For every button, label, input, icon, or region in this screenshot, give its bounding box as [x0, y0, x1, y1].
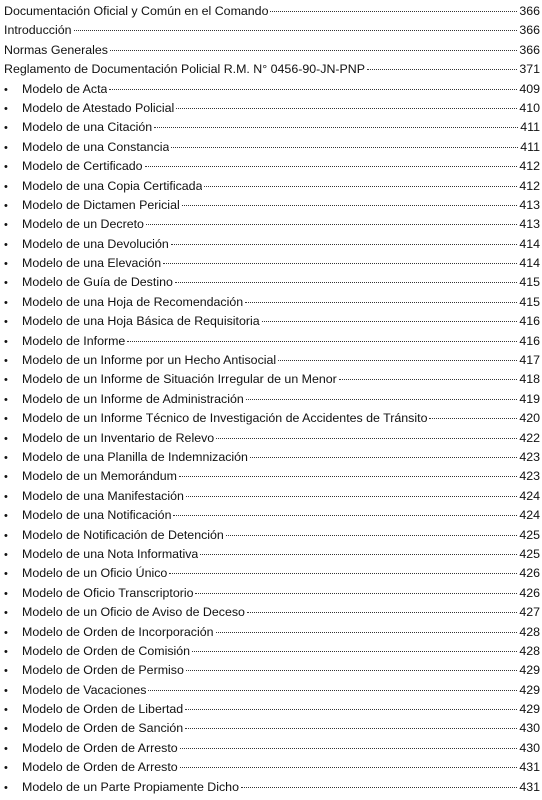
dot-leader — [179, 476, 517, 477]
toc-entry-page-number: 426 — [519, 566, 540, 581]
bullet-icon: • — [4, 413, 8, 426]
dot-leader — [176, 108, 517, 109]
toc-entry-title: Modelo de Orden de Sanción — [22, 721, 184, 736]
dot-leader — [171, 147, 518, 148]
toc-entry-title: Modelo de Orden de Incorporación — [22, 624, 214, 639]
toc-entry-title: Modelo de Orden de Libertad — [22, 702, 184, 717]
toc-entry[interactable] — [4, 273, 540, 292]
bullet-icon: • — [4, 490, 8, 503]
toc-entry-title: Modelo de Acta — [22, 81, 108, 96]
toc-entry[interactable] — [4, 719, 540, 738]
dot-leader — [245, 302, 517, 303]
toc-entry[interactable] — [4, 2, 540, 21]
toc-entry-title: Introducción — [4, 23, 72, 38]
toc-entry-title: Modelo de una Copia Certificada — [22, 178, 203, 193]
dot-leader — [186, 496, 517, 497]
toc-entry-page-number: 412 — [519, 159, 540, 174]
toc-entry[interactable] — [4, 526, 540, 545]
toc-entry-title: Modelo de Informe — [22, 333, 126, 348]
dot-leader — [145, 166, 518, 167]
toc-entry-title: Modelo de una Devolución — [22, 236, 169, 251]
toc-entry-title: Modelo de Atestado Policial — [22, 100, 175, 115]
bullet-icon: • — [4, 723, 8, 736]
toc-entry-title: Modelo de Notificación de Detención — [22, 527, 224, 542]
dot-leader — [186, 670, 517, 671]
dot-leader — [180, 767, 518, 768]
toc-entry-title: Modelo de un Oficio de Aviso de Deceso — [22, 605, 245, 620]
toc-entry-title: Modelo de una Constancia — [22, 139, 170, 154]
bullet-icon: • — [4, 141, 8, 154]
toc-entry-title: Modelo de un Informe por un Hecho Antisocial — [22, 353, 277, 368]
bullet-icon: • — [4, 277, 8, 290]
toc-entry[interactable] — [4, 429, 540, 448]
toc-entry-page-number: 414 — [519, 256, 540, 271]
bullet-icon: • — [4, 335, 8, 348]
toc-entry[interactable] — [4, 196, 540, 215]
dot-leader — [195, 593, 517, 594]
toc-entry-page-number: 416 — [519, 314, 540, 329]
toc-entry-title: Modelo de Orden de Arresto — [22, 740, 178, 755]
toc-entry-title: Modelo de una Hoja Básica de Requisitoria — [22, 314, 260, 329]
dot-leader — [192, 651, 517, 652]
dot-leader — [109, 89, 517, 90]
toc-entry-title: Modelo de Dictamen Pericial — [22, 197, 180, 212]
toc-entry[interactable] — [4, 467, 540, 486]
bullet-icon: • — [4, 316, 8, 329]
toc-entry[interactable] — [4, 370, 540, 389]
toc-entry-title: Modelo de una Elevación — [22, 256, 162, 271]
bullet-icon: • — [4, 258, 8, 271]
dot-leader — [180, 748, 518, 749]
bullet-icon: • — [4, 568, 8, 581]
toc-entry[interactable] — [4, 700, 540, 719]
toc-entry[interactable] — [4, 118, 540, 137]
bullet-icon: • — [4, 393, 8, 406]
toc-entry-title: Modelo de un Informe Técnico de Investigación de Accidentes de Tránsito — [22, 411, 428, 426]
toc-entry-page-number: 366 — [519, 23, 540, 38]
bullet-icon: • — [4, 451, 8, 464]
bullet-icon: • — [4, 296, 8, 309]
toc-entry-page-number: 371 — [519, 62, 540, 77]
bullet-icon: • — [4, 781, 8, 794]
toc-entry[interactable] — [4, 778, 540, 797]
bullet-icon: • — [4, 238, 8, 251]
dot-leader — [173, 515, 517, 516]
toc-entry[interactable] — [4, 584, 540, 603]
dot-leader — [169, 573, 517, 574]
bullet-icon: • — [4, 548, 8, 561]
toc-entry-title: Modelo de un Decreto — [22, 217, 144, 232]
toc-entry-page-number: 415 — [519, 275, 540, 290]
toc-entry-title: Modelo de un Oficio Único — [22, 566, 168, 581]
dot-leader — [278, 360, 517, 361]
dot-leader — [146, 224, 517, 225]
dot-leader — [429, 418, 517, 419]
toc-entry-page-number: 428 — [519, 643, 540, 658]
toc-entry-page-number: 425 — [519, 527, 540, 542]
toc-entry[interactable] — [4, 603, 540, 622]
dot-leader — [182, 205, 518, 206]
dot-leader — [163, 263, 517, 264]
toc-entry-title: Modelo de una Nota Informativa — [22, 546, 199, 561]
toc-entry-title: Modelo de Orden de Permiso — [22, 663, 184, 678]
toc-entry-title: Modelo de un Inventario de Relevo — [22, 430, 215, 445]
toc-entry[interactable] — [4, 332, 540, 351]
toc-entry-title: Modelo de Oficio Transcriptorio — [22, 585, 194, 600]
toc-entry-page-number: 417 — [519, 353, 540, 368]
toc-entry-page-number: 416 — [519, 333, 540, 348]
toc-entry-page-number: 419 — [519, 391, 540, 406]
toc-entry-title: Modelo de Vacaciones — [22, 682, 147, 697]
toc-entry-page-number: 423 — [519, 449, 540, 464]
toc-entry-page-number: 427 — [519, 605, 540, 620]
bullet-icon: • — [4, 510, 8, 523]
toc-entry[interactable] — [4, 739, 540, 758]
toc-entry[interactable] — [4, 448, 540, 467]
toc-entry-page-number: 426 — [519, 585, 540, 600]
toc-entry-title: Modelo de un Parte Propiamente Dicho — [22, 779, 239, 794]
bullet-icon: • — [4, 122, 8, 135]
toc-entry-page-number: 366 — [519, 4, 540, 18]
toc-entry-title: Modelo de un Informe de Situación Irregular de un Menor — [22, 372, 337, 387]
bullet-icon: • — [4, 102, 8, 115]
dot-leader — [247, 612, 517, 613]
toc-entry[interactable] — [4, 623, 540, 642]
toc-entry-title: Modelo de una Planilla de Indemnización — [22, 449, 248, 464]
toc-entry-page-number: 428 — [519, 624, 540, 639]
bullet-icon: • — [4, 587, 8, 600]
toc-entry-page-number: 424 — [519, 508, 540, 523]
toc-entry-page-number: 430 — [519, 721, 540, 736]
toc-entry-page-number: 424 — [519, 488, 540, 503]
toc-entry-title: Modelo de Orden de Comisión — [22, 643, 191, 658]
dot-leader — [171, 244, 518, 245]
toc-entry-title: Modelo de Guía de Destino — [22, 275, 173, 290]
dot-leader — [200, 554, 517, 555]
dot-leader — [154, 127, 518, 128]
toc-entry-page-number: 411 — [520, 120, 540, 135]
toc-entry-page-number: 431 — [519, 760, 540, 775]
dot-leader — [110, 50, 517, 51]
toc-entry[interactable] — [4, 564, 540, 583]
dot-leader — [246, 399, 518, 400]
toc-entry-page-number: 413 — [519, 217, 540, 232]
dot-leader — [270, 11, 517, 12]
bullet-icon: • — [4, 161, 8, 174]
bullet-icon: • — [4, 529, 8, 542]
toc-entry-page-number: 411 — [520, 139, 540, 154]
toc-entry[interactable] — [4, 351, 540, 370]
dot-leader — [127, 341, 517, 342]
dot-leader — [262, 321, 518, 322]
toc-entry[interactable] — [4, 235, 540, 254]
dot-leader — [367, 69, 517, 70]
toc-entry[interactable] — [4, 177, 540, 196]
dot-leader — [204, 186, 517, 187]
toc-entry-page-number: 415 — [519, 294, 540, 309]
bullet-icon: • — [4, 742, 8, 755]
toc-entry[interactable] — [4, 312, 540, 331]
dot-leader — [339, 379, 518, 380]
toc-entry-page-number: 418 — [519, 372, 540, 387]
bullet-icon: • — [4, 762, 8, 775]
toc-entry-page-number: 409 — [519, 81, 540, 96]
toc-entry-page-number: 425 — [519, 546, 540, 561]
toc-entry[interactable] — [4, 215, 540, 234]
toc-entry[interactable] — [4, 99, 540, 118]
toc-entry-page-number: 410 — [519, 100, 540, 115]
toc-entry[interactable] — [4, 506, 540, 525]
bullet-icon: • — [4, 645, 8, 658]
bullet-icon: • — [4, 199, 8, 212]
toc-entry[interactable] — [4, 60, 540, 79]
bullet-icon: • — [4, 355, 8, 368]
toc-entry-page-number: 420 — [519, 411, 540, 426]
toc-entry-title: Modelo de Certificado — [22, 159, 143, 174]
bullet-icon: • — [4, 626, 8, 639]
toc-entry-title: Modelo de una Notificación — [22, 508, 172, 523]
toc-entry-page-number: 429 — [519, 682, 540, 697]
toc-entry-page-number: 366 — [519, 42, 540, 57]
dot-leader — [250, 457, 517, 458]
toc-entry[interactable] — [4, 390, 540, 409]
toc-entry[interactable] — [4, 138, 540, 157]
dot-leader — [226, 535, 517, 536]
dot-leader — [148, 690, 517, 691]
toc-entry[interactable] — [4, 41, 540, 60]
toc-entry-title: Modelo de un Memorándum — [22, 469, 177, 484]
toc-entry-title: Modelo de una Citación — [22, 120, 153, 135]
bullet-icon: • — [4, 219, 8, 232]
toc-entry[interactable] — [4, 642, 540, 661]
bullet-icon: • — [4, 607, 8, 620]
toc-entry-title: Modelo de Orden de Arresto — [22, 760, 178, 775]
toc-entry-title: Modelo de un Informe de Administración — [22, 391, 244, 406]
toc-entry[interactable] — [4, 545, 540, 564]
dot-leader — [241, 787, 517, 788]
toc-entry-page-number: 412 — [519, 178, 540, 193]
toc-entry[interactable] — [4, 758, 540, 777]
toc-entry[interactable] — [4, 293, 540, 312]
toc-entry-title: Modelo de una Manifestación — [22, 488, 184, 503]
dot-leader — [216, 438, 517, 439]
toc-entry-title: Modelo de una Hoja de Recomendación — [22, 294, 244, 309]
bullet-icon: • — [4, 471, 8, 484]
toc-entry[interactable] — [4, 409, 540, 428]
toc-entry[interactable] — [4, 661, 540, 680]
toc-entry-title: Documentación Oficial y Común en el Comando — [4, 4, 269, 18]
toc-entry-page-number: 413 — [519, 197, 540, 212]
toc-entry[interactable] — [4, 80, 540, 99]
dot-leader — [185, 709, 517, 710]
toc-entry-title: Reglamento de Documentación Policial R.M. N° 0456-90-JN-PNP — [4, 62, 365, 77]
toc-entry-page-number: 429 — [519, 663, 540, 678]
dot-leader — [175, 282, 517, 283]
bullet-icon: • — [4, 180, 8, 193]
toc-entry[interactable] — [4, 681, 540, 700]
toc-entry[interactable] — [4, 487, 540, 506]
bullet-icon: • — [4, 704, 8, 717]
toc-entry-page-number: 423 — [519, 469, 540, 484]
bullet-icon: • — [4, 83, 8, 96]
toc-entry-page-number: 429 — [519, 702, 540, 717]
toc-entry-page-number: 431 — [519, 779, 540, 794]
bullet-icon: • — [4, 374, 8, 387]
toc-entry[interactable] — [4, 254, 540, 273]
toc-entry-page-number: 430 — [519, 740, 540, 755]
dot-leader — [216, 632, 518, 633]
bullet-icon: • — [4, 684, 8, 697]
bullet-icon: • — [4, 432, 8, 445]
dot-leader — [185, 728, 517, 729]
toc-entry[interactable] — [4, 157, 540, 176]
toc-entry[interactable] — [4, 21, 540, 40]
toc-entry-title: Normas Generales — [4, 42, 108, 57]
dot-leader — [74, 30, 518, 31]
bullet-icon: • — [4, 665, 8, 678]
toc-entry-page-number: 422 — [519, 430, 540, 445]
toc-entry-page-number: 414 — [519, 236, 540, 251]
